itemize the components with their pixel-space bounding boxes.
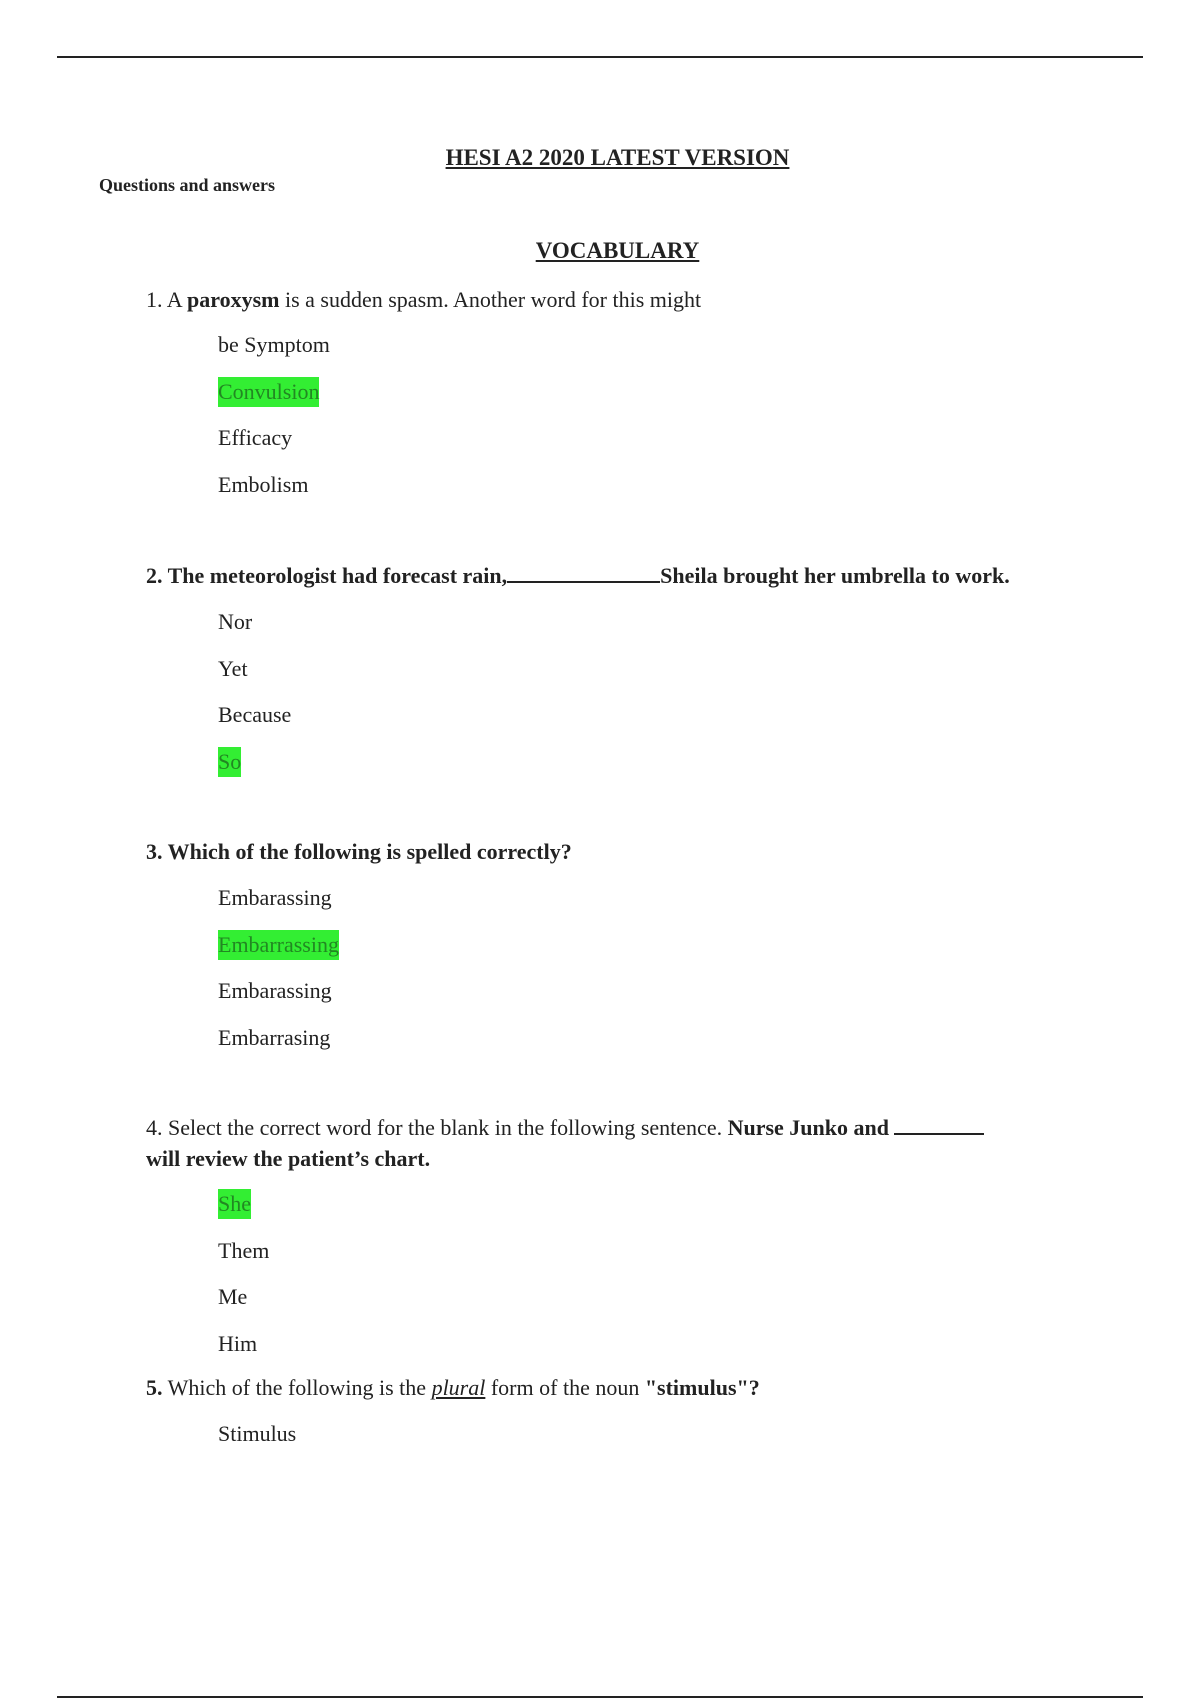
answer-blank bbox=[894, 1113, 984, 1135]
question-sentence: will review the patient’s chart. bbox=[146, 1146, 431, 1171]
answer-option-correct[interactable] bbox=[218, 1189, 269, 1236]
question-5 bbox=[146, 1372, 1096, 1403]
question-1-options bbox=[218, 330, 330, 516]
highlighted-answer: Convulsion bbox=[218, 377, 319, 407]
document-title: HESI A2 2020 LATEST VERSION bbox=[445, 145, 790, 170]
answer-option[interactable]: Him bbox=[218, 1330, 258, 1356]
question-keyword: "stimulus"? bbox=[644, 1375, 760, 1400]
answer-option[interactable]: Embolism bbox=[218, 471, 309, 497]
question-text: form of the noun bbox=[490, 1375, 640, 1400]
answer-option[interactable]: Because bbox=[218, 702, 292, 727]
highlighted-answer: So bbox=[218, 747, 241, 777]
answer-option-correct[interactable] bbox=[218, 377, 330, 424]
question-number: 2. bbox=[146, 563, 163, 588]
answer-option[interactable]: Stimulus bbox=[218, 1421, 297, 1446]
question-1 bbox=[146, 284, 1096, 315]
question-text: Sheila brought her umbrella to work. bbox=[660, 563, 1010, 588]
answer-option[interactable]: Embarrasing bbox=[218, 1024, 331, 1050]
answer-option-correct[interactable] bbox=[218, 930, 339, 977]
question-3 bbox=[146, 836, 1096, 867]
answer-option-correct[interactable] bbox=[218, 747, 291, 794]
question-3-options bbox=[218, 883, 339, 1069]
question-number: 1. bbox=[146, 287, 163, 312]
bottom-rule bbox=[57, 1696, 1143, 1698]
answer-option[interactable]: Yet bbox=[218, 655, 248, 681]
question-4-options bbox=[218, 1189, 269, 1375]
question-4 bbox=[146, 1112, 1096, 1174]
question-sentence: Nurse Junko and bbox=[727, 1115, 889, 1140]
answer-option[interactable]: Them bbox=[218, 1237, 270, 1263]
question-2-options bbox=[218, 607, 291, 793]
answer-option[interactable]: Nor bbox=[218, 609, 253, 634]
question-text: The meteorologist had forecast rain, bbox=[167, 563, 508, 588]
question-text: A bbox=[166, 287, 182, 312]
answer-option[interactable]: Embarassing bbox=[218, 885, 332, 910]
question-text: Select the correct word for the blank in the following sentence. bbox=[168, 1115, 723, 1140]
answer-option[interactable]: Embarassing bbox=[218, 978, 332, 1003]
question-number: 5. bbox=[146, 1375, 163, 1400]
question-text: is a sudden spasm. Another word for this might bbox=[284, 287, 702, 312]
question-2 bbox=[146, 560, 1096, 591]
question-number: 4. bbox=[146, 1115, 163, 1140]
question-text: Which of the following is spelled correctly? bbox=[167, 839, 572, 864]
document-subtitle: Questions and answers bbox=[99, 175, 276, 195]
highlighted-answer: She bbox=[218, 1189, 251, 1219]
question-number: 3. bbox=[146, 839, 163, 864]
highlighted-answer: Embarrassing bbox=[218, 930, 339, 960]
question-5-options bbox=[218, 1419, 296, 1466]
answer-option[interactable]: Me bbox=[218, 1284, 248, 1309]
question-keyword: paroxysm bbox=[186, 287, 280, 312]
answer-blank bbox=[507, 561, 660, 583]
top-rule bbox=[57, 56, 1143, 58]
answer-option[interactable]: Efficacy bbox=[218, 425, 293, 450]
question-emphasis: plural bbox=[431, 1375, 486, 1400]
answer-option[interactable]: be Symptom bbox=[218, 332, 330, 357]
section-title: VOCABULARY bbox=[535, 238, 700, 263]
question-text: Which of the following is the bbox=[167, 1375, 427, 1400]
